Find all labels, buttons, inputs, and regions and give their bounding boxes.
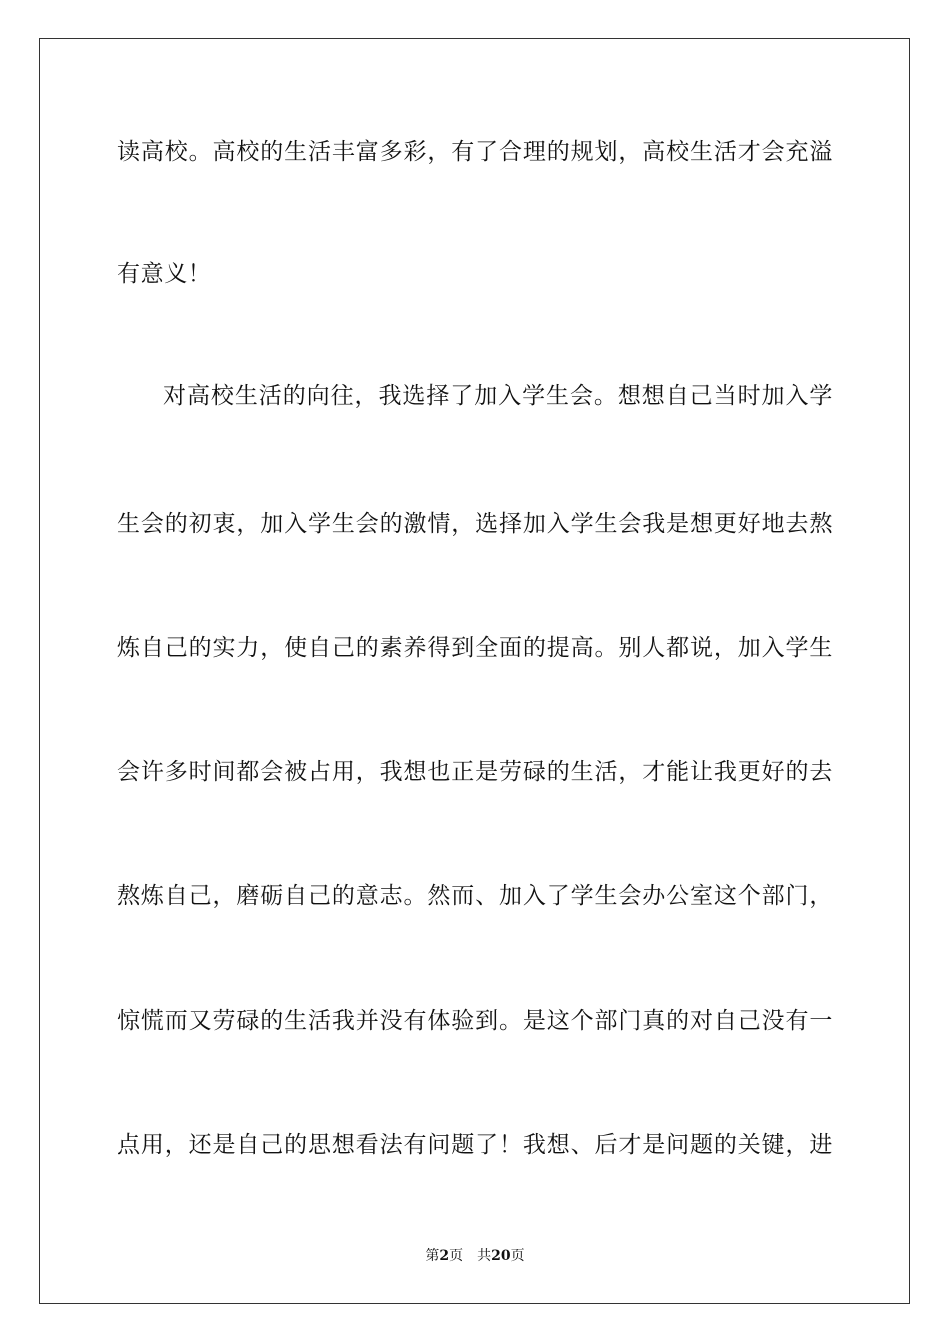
page-footer <box>0 1247 950 1265</box>
footer-total-number: 20 <box>491 1248 511 1264</box>
footer-total-suffix: 页 <box>510 1248 525 1264</box>
text-line-7: 熬炼自己，磨砺自己的意志。然而、加入了学生会办公室这个部门， <box>117 883 833 909</box>
footer-page-number: 2 <box>439 1248 450 1264</box>
text-line-1: 读高校。高校的生活丰富多彩，有了合理的规划，高校生活才会充溢 <box>117 139 833 165</box>
text-line-9: 点用，还是自己的思想看法有问题了！我想、后才是问题的关键，进 <box>117 1132 833 1158</box>
text-line-2: 有意义！ <box>117 261 212 287</box>
text-line-6: 会许多时间都会被占用，我想也正是劳碌的生活，才能让我更好的去 <box>117 759 833 785</box>
page-border <box>39 38 910 1304</box>
footer-page-suffix: 页 <box>449 1248 464 1264</box>
text-line-3: 对高校生活的向往，我选择了加入学生会。想想自己当时加入学 <box>163 383 833 409</box>
text-line-5: 炼自己的实力，使自己的素养得到全面的提高。别人都说，加入学生 <box>117 635 833 661</box>
footer-page-prefix: 第 <box>425 1248 440 1264</box>
footer-total-prefix: 共 <box>477 1248 492 1264</box>
text-line-4: 生会的初衷，加入学生会的激情，选择加入学生会我是想更好地去熬 <box>117 511 833 537</box>
text-line-8: 惊慌而又劳碌的生活我并没有体验到。是这个部门真的对自己没有一 <box>117 1008 833 1034</box>
